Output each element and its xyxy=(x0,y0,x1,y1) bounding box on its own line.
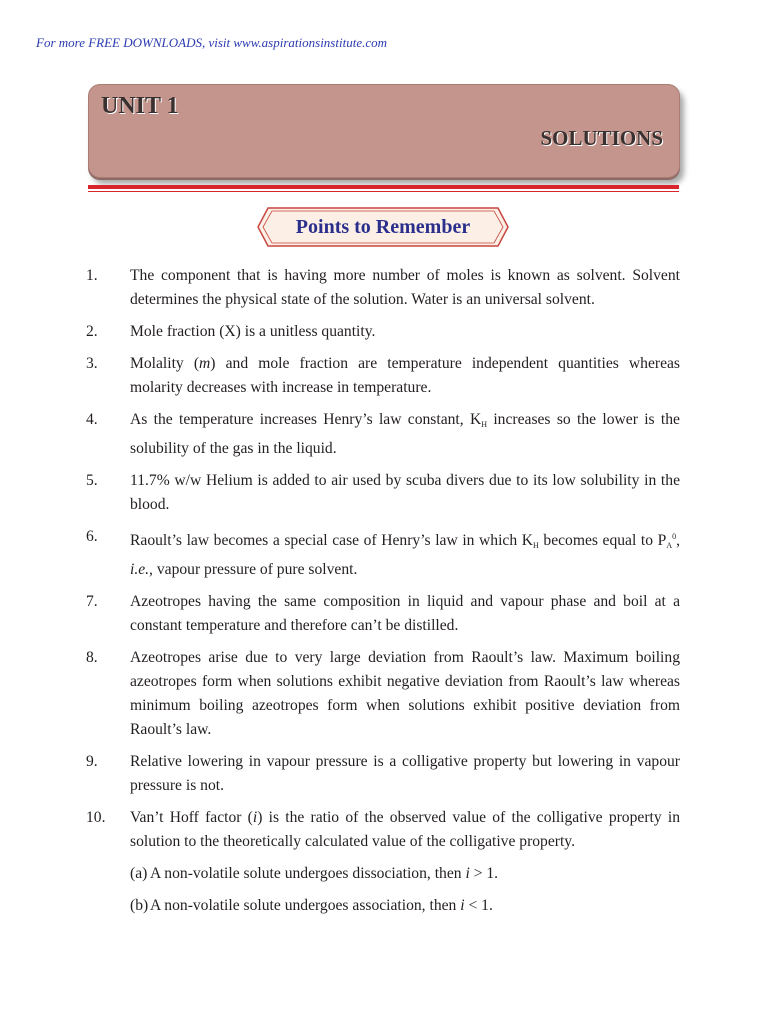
red-rule-thin xyxy=(88,191,679,192)
list-item xyxy=(86,525,680,582)
item-text: Mole fraction (X) is a unitless quantity. xyxy=(130,323,376,340)
list-item xyxy=(86,646,680,742)
item-number: 10. xyxy=(86,809,106,826)
list-item xyxy=(86,264,680,312)
item-text: Azeotropes having the same composition in liquid and vapour phase and boil at a constant temperature and therefore can’t be distilled. xyxy=(130,593,680,634)
item-number: 1. xyxy=(86,267,98,284)
list-item xyxy=(86,352,680,400)
unit-label: UNIT 1 xyxy=(101,93,179,119)
item-number: 8. xyxy=(86,649,98,666)
section-title: Points to Remember xyxy=(295,216,471,238)
sub-list-item xyxy=(86,862,680,886)
item-text: As the temperature increases Henry’s law constant, $K_H$ increases so the lower is the solubility of the gas in the liquid. xyxy=(130,411,680,457)
item-text: 11.7% w/w Helium is added to air used by scuba divers due to its low solubility in the blood. xyxy=(130,472,680,513)
list-item xyxy=(86,469,680,517)
free-downloads-link[interactable]: For more FREE DOWNLOADS, visit www.aspirationsinstitute.com xyxy=(36,35,387,50)
item-number: 7. xyxy=(86,593,98,610)
list-item xyxy=(86,750,680,798)
list-item xyxy=(86,806,680,854)
item-text: Van’t Hoff factor (i) is the ratio of the observed value of the colligative property in solution to the theoretically calculated value of the colligative property. xyxy=(130,809,680,850)
list-item xyxy=(86,408,680,461)
item-text: Molality (m) and mole fraction are temperature independent quantities whereas molarity decreases with increase in temperature. xyxy=(130,355,680,396)
chapter-title: SOLUTIONS xyxy=(540,126,663,150)
sub-item-label: (a) xyxy=(130,865,148,882)
sub-item-text: A non-volatile solute undergoes association, then i < 1. xyxy=(150,897,493,914)
sub-list-item xyxy=(86,894,680,918)
sub-item-text: A non-volatile solute undergoes dissociation, then i > 1. xyxy=(150,865,499,882)
item-number: 9. xyxy=(86,753,98,770)
item-text: Azeotropes arise due to very large deviation from Raoult’s law. Maximum boiling azeotropes form when solutions exhibit negative deviation from Raoult’s law whereas minimum boiling azeotropes form when solutions exhibit positive deviation from Raoult’s law. xyxy=(130,649,680,738)
item-text: Raoult’s law becomes a special case of Henry’s law in which $K_H$ becomes equal to $P_A^0$, i.e., vapour pressure of pure solvent. xyxy=(130,532,680,578)
item-number: 2. xyxy=(86,323,98,340)
unit-banner xyxy=(88,84,680,178)
item-number: 4. xyxy=(86,411,98,428)
red-rule-thick xyxy=(88,185,679,189)
list-item xyxy=(86,320,680,344)
item-number: 3. xyxy=(86,355,98,372)
sub-item-label: (b) xyxy=(130,897,149,914)
item-number: 6. xyxy=(86,528,98,545)
item-text: Relative lowering in vapour pressure is a colligative property but lowering in vapour pressure is not. xyxy=(130,753,680,794)
item-text: The component that is having more number of moles is known as solvent. Solvent determines the physical state of the solution. Water is an universal solvent. xyxy=(130,267,680,308)
list-item xyxy=(86,590,680,638)
item-number: 5. xyxy=(86,472,98,489)
points-list xyxy=(86,264,680,926)
section-title-box xyxy=(256,206,510,248)
